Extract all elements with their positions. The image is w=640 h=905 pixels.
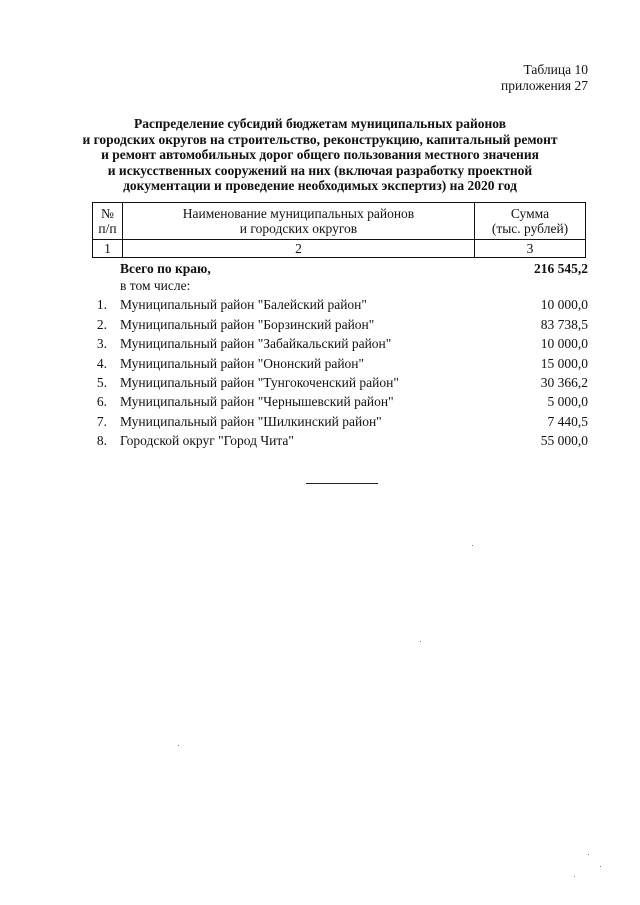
row-amount: 5 000,0 <box>547 394 588 410</box>
column-header-number-line2: п/п <box>98 221 117 236</box>
total-amount: 216 545,2 <box>534 261 588 276</box>
column-header-name-line2: и городских округов <box>239 221 358 236</box>
column-index-1: 1 <box>93 240 123 258</box>
row-amount: 10 000,0 <box>540 297 588 313</box>
column-index-row <box>93 240 586 258</box>
row-name: Муниципальный район "Чернышевский район" <box>120 394 394 410</box>
row-number: 4. <box>96 355 107 371</box>
title-line: и городских округов на строительство, реконструкцию, капитальный ремонт <box>82 131 558 147</box>
scan-speck <box>588 854 589 855</box>
total-label: Всего по краю, <box>120 261 211 276</box>
table-row <box>92 431 588 450</box>
column-header-number <box>93 203 123 240</box>
row-amount: 55 000,0 <box>540 433 588 449</box>
row-amount: 83 738,5 <box>540 316 588 332</box>
row-number: 1. <box>96 297 107 313</box>
document-title <box>70 116 570 194</box>
column-header-sum-line1: Сумма <box>510 206 550 221</box>
column-index-3: 3 <box>475 240 586 258</box>
end-divider <box>306 483 378 484</box>
table-body <box>92 259 588 451</box>
row-amount: 10 000,0 <box>540 336 588 352</box>
row-name: Муниципальный район "Балейский район" <box>120 297 367 313</box>
scan-speck <box>420 641 421 642</box>
including-label: в том числе: <box>120 278 191 294</box>
column-header-name-line1: Наименование муниципальных районов <box>182 206 415 221</box>
including-row <box>92 278 588 295</box>
row-name: Муниципальный район "Ононский район" <box>120 355 365 371</box>
scan-speck <box>600 866 601 867</box>
row-amount: 7 440,5 <box>547 413 588 429</box>
row-name: Городской округ "Город Чита" <box>120 433 294 449</box>
row-number: 7. <box>96 413 107 429</box>
column-index-2: 2 <box>123 240 475 258</box>
total-row <box>92 259 588 278</box>
appendix-number: приложения 27 <box>500 78 588 93</box>
row-number: 3. <box>96 336 107 352</box>
table-row <box>92 412 588 431</box>
table-reference <box>501 62 588 94</box>
table-row <box>92 315 588 334</box>
row-amount: 15 000,0 <box>540 355 588 371</box>
table-row <box>92 295 588 314</box>
title-line: документации и проведение необходимых экспертиз) на 2020 год <box>123 178 517 194</box>
row-name: Муниципальный район "Шилкинский район" <box>120 413 382 429</box>
column-header-number-line1: № <box>101 206 114 221</box>
row-name: Муниципальный район "Борзинский район" <box>120 316 375 332</box>
column-header-sum <box>475 203 586 240</box>
title-line: Распределение субсидий бюджетам муниципальных районов <box>133 116 507 131</box>
table-row <box>92 392 588 411</box>
scan-speck <box>574 876 575 877</box>
row-number: 2. <box>96 316 107 332</box>
row-number: 8. <box>96 433 107 449</box>
row-amount: 30 366,2 <box>540 374 588 390</box>
scan-speck <box>472 545 473 546</box>
title-line: и ремонт автомобильных дорог общего пользования местного значения <box>101 147 539 163</box>
row-number: 6. <box>96 394 107 410</box>
table-row <box>92 354 588 373</box>
row-name: Муниципальный район "Тунгокоченский район" <box>120 374 399 390</box>
row-number: 5. <box>96 374 107 390</box>
header-row <box>93 203 586 240</box>
table-header <box>92 202 586 258</box>
title-line: и искусственных сооружений на них (включая разработку проектной <box>107 162 533 178</box>
column-header-name <box>123 203 475 240</box>
table-row <box>92 334 588 353</box>
row-name: Муниципальный район "Забайкальский район" <box>120 336 392 352</box>
table-number: Таблица 10 <box>523 62 588 77</box>
column-header-sum-line2: (тыс. рублей) <box>491 221 569 236</box>
scan-speck <box>178 745 179 746</box>
table-row <box>92 373 588 392</box>
